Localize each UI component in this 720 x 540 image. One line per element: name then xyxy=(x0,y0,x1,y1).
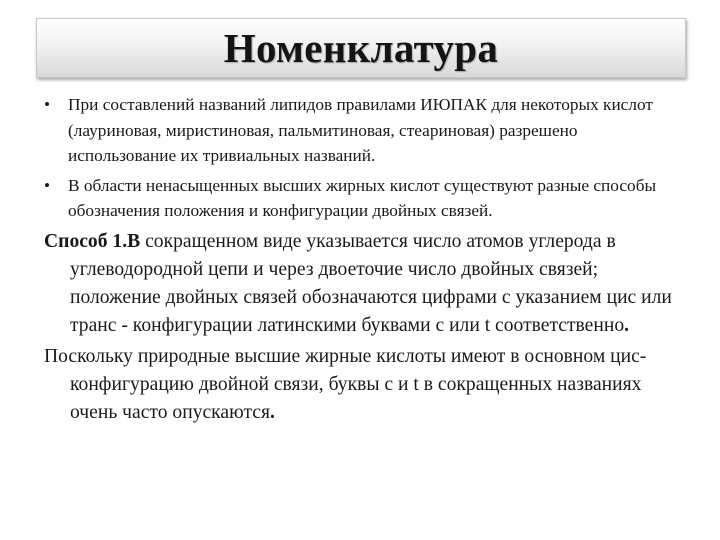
bullet-text: При составлений названий липидов правилами ИЮПАК для некоторых кислот (лауриновая, миристиновая, пальмитиновая, стеариновая) разрешено использование их тривиальных названий. xyxy=(68,95,653,165)
natural-acids-end: . xyxy=(270,401,275,423)
natural-acids-text: Поскольку природные высшие жирные кислоты имеют в основном цис-конфигурацию двойной связи, буквы с и t в сокращенных названиях очень часто опускаются xyxy=(44,345,647,423)
bullet-item-iupac xyxy=(44,92,684,169)
method-1-text: сокращенном виде указывается число атомов углерода в углеводородной цепи и через двоеточие число двойных связей; положение двойных связей обозначаются цифрами с указанием цис или транс - конфигурации латинскими буквами с или t соответственно xyxy=(70,230,672,336)
method-1-paragraph xyxy=(44,228,684,340)
bullet-dot-icon: • xyxy=(44,95,51,114)
method-1-end: . xyxy=(624,314,630,336)
bullet-text: В области ненасыщенных высших жирных кислот существуют разные способы обозначения положения и конфигурации двойных связей. xyxy=(68,175,657,220)
title-banner xyxy=(36,18,686,78)
bullet-item-unsaturated xyxy=(44,173,684,224)
bullet-dot-icon: • xyxy=(44,175,51,195)
slide-title: Номенклатура xyxy=(223,25,499,71)
method-1-label: Способ 1.В xyxy=(44,230,141,252)
slide-content xyxy=(44,92,684,429)
natural-acids-paragraph xyxy=(44,343,684,427)
